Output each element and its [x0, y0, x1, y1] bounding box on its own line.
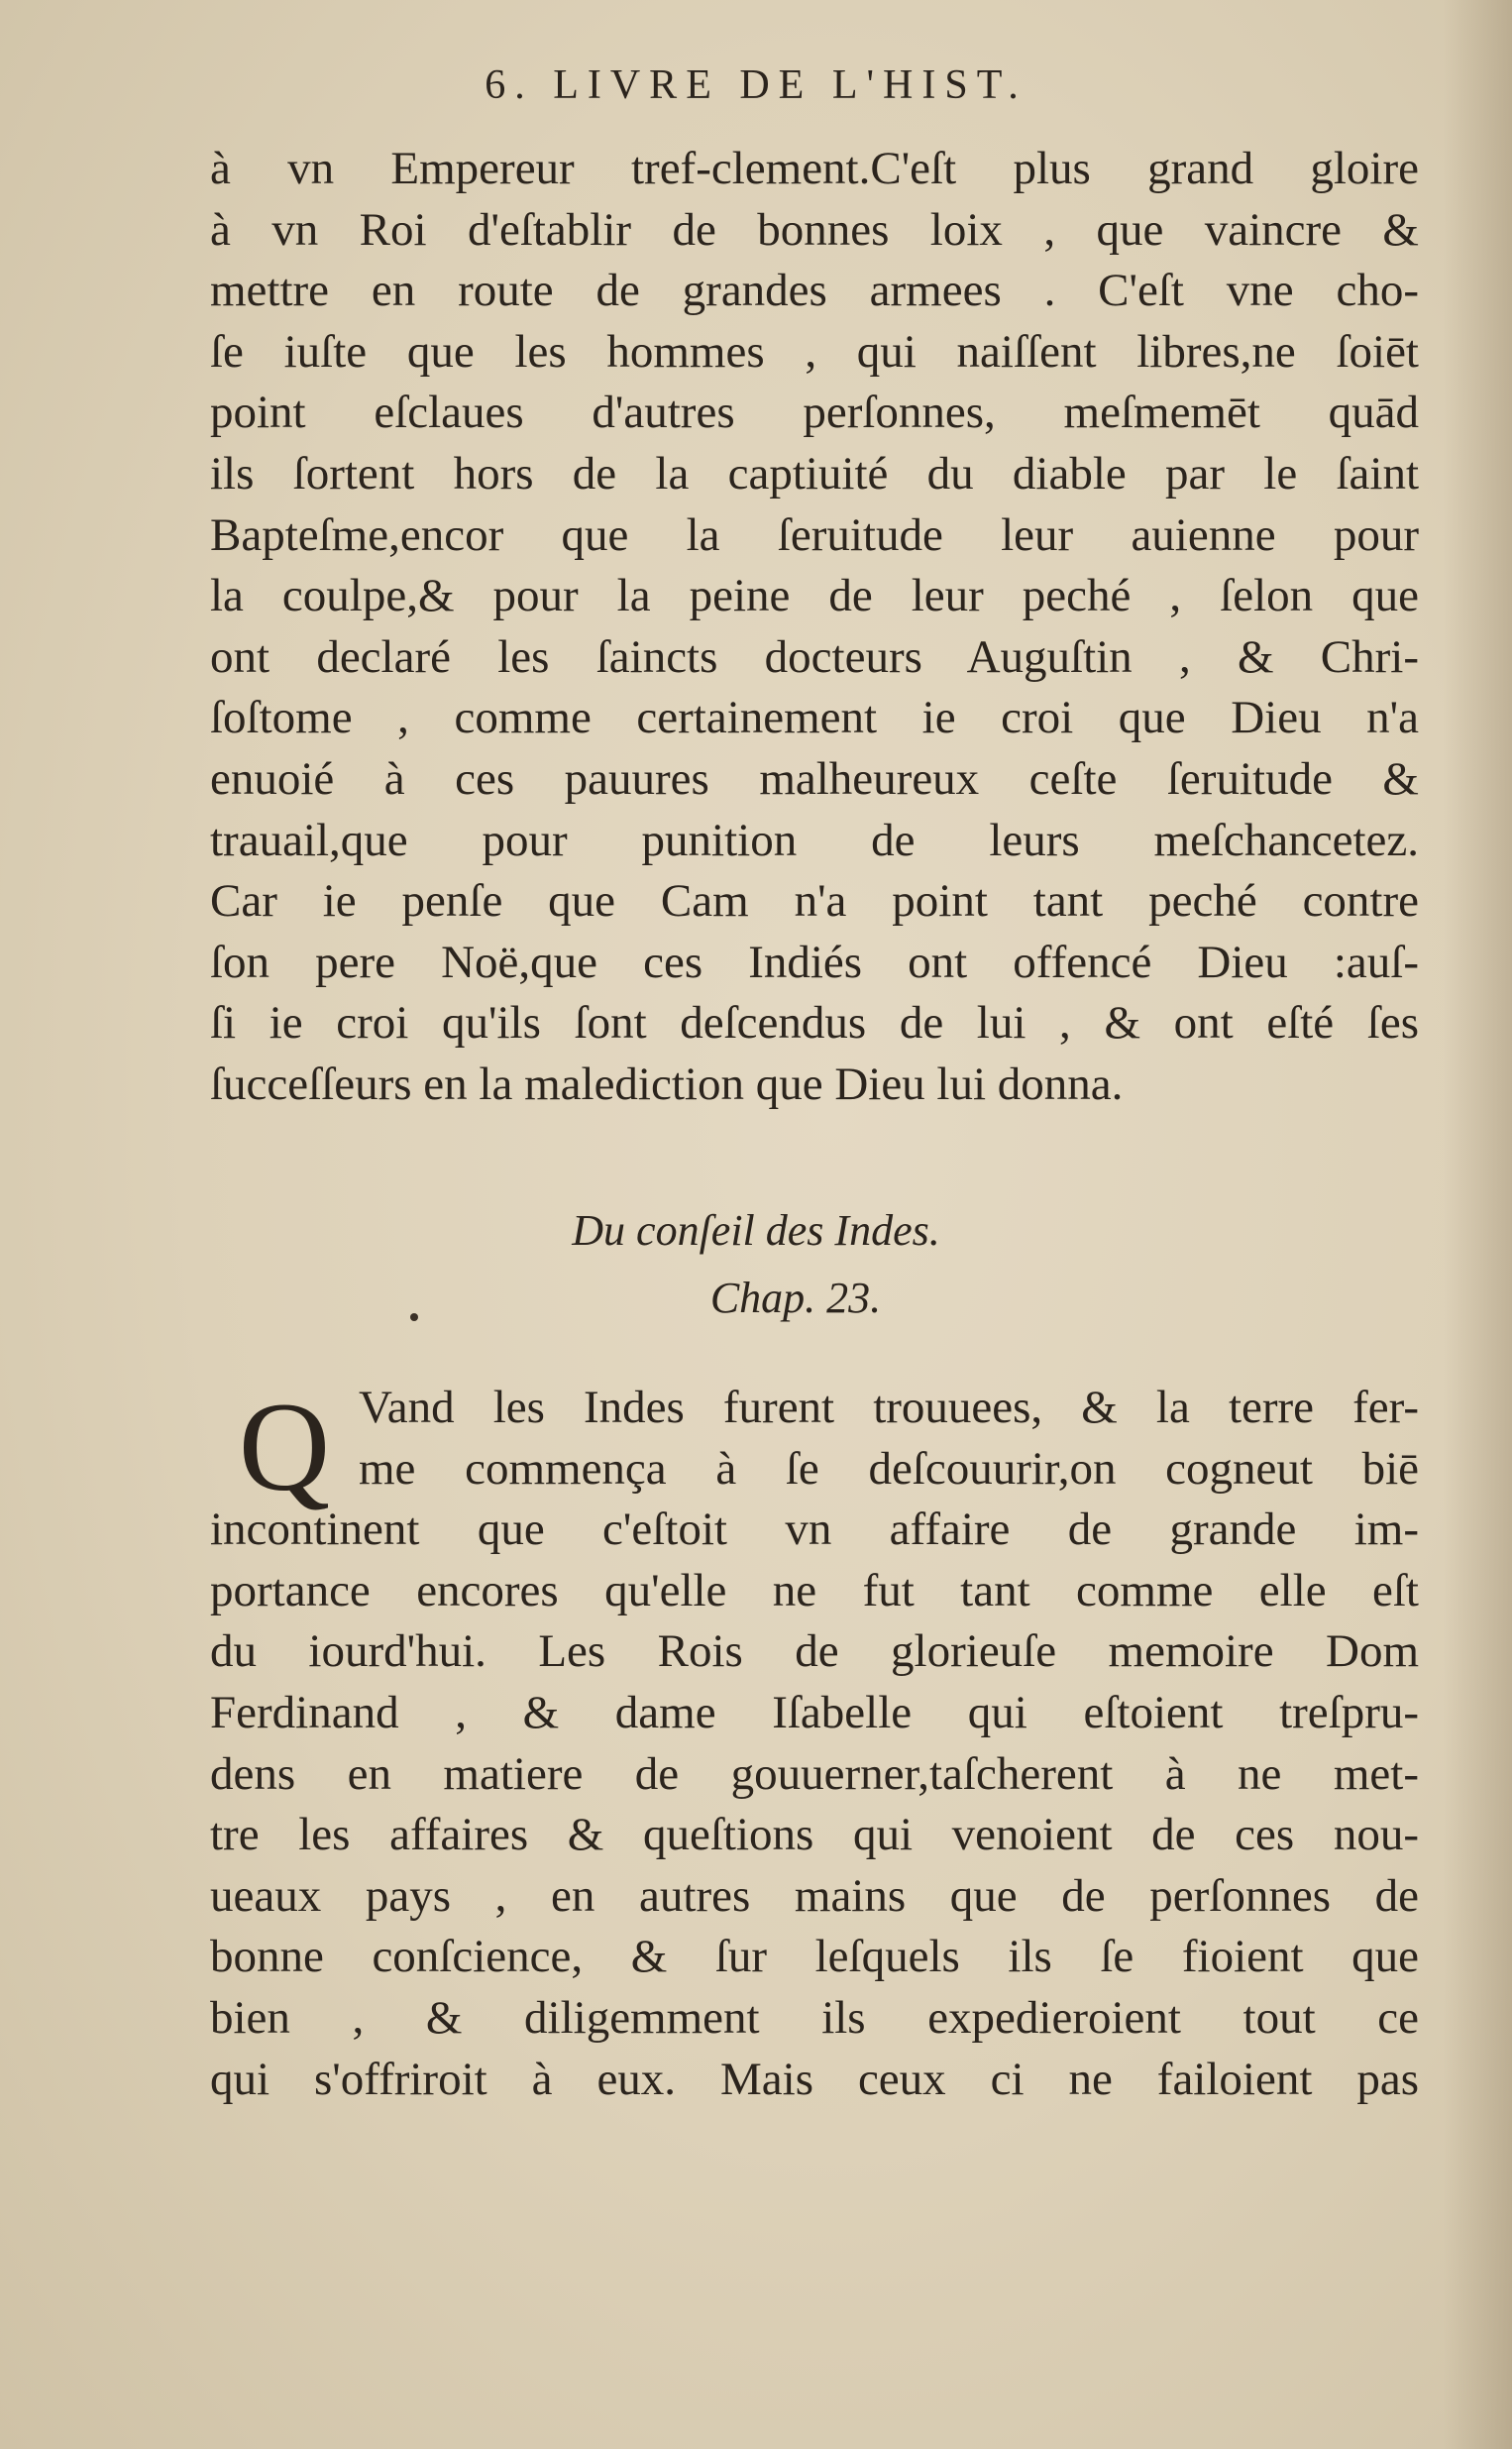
- text-line: ſoſtome , comme certainement ie croi que Dieu n'a: [210, 692, 1419, 744]
- text-line: me commença à ſe deſcouurir,on cogneut biē: [359, 1442, 1419, 1495]
- text-line: ont declaré les ſaincts docteurs Auguſtin , & Chri-: [210, 630, 1419, 683]
- text-block-2: [210, 1378, 1419, 2110]
- text-line: ueaux pays , en autres mains que de perſonnes de: [210, 1869, 1419, 1922]
- text-line: à vn Empereur tref-clement.C'eſt plus grand gloire: [210, 143, 1419, 194]
- text-line: Car ie penſe que Cam n'a point tant peché contre: [210, 875, 1419, 928]
- text-block-1: [210, 139, 1419, 1116]
- text-line: Bapteſme,encor que la ſeruitude leur auienne pour: [210, 508, 1419, 561]
- text-line: dens en matiere de gouuerner,taſcherent à ne met-: [210, 1747, 1419, 1800]
- text-line: point eſclaues d'autres perſonnes, meſmemēt quād: [210, 387, 1419, 439]
- text-line: incontinent que c'eſtoit vn affaire de grande im-: [210, 1503, 1419, 1556]
- text-line: mettre en route de grandes armees . C'eſt vne cho-: [210, 265, 1419, 317]
- text-line: ils ſortent hors de la captiuité du diable par le ſaint: [210, 447, 1419, 500]
- text-line: qui s'offriroit à eux. Mais ceux ci ne failoient pas: [210, 2053, 1419, 2105]
- running-head: 6. LIVRE DE L'HIST.: [485, 62, 1027, 108]
- drop-cap: Q: [238, 1377, 331, 1517]
- chapter-title: Du conſeil des Indes.: [572, 1206, 940, 1255]
- text-line: ſon pere Noë,que ces Indiés ont offencé Dieu :auſ-: [210, 936, 1419, 988]
- text-line: bien , & diligemment ils expedieroient tout ce: [210, 1991, 1419, 2044]
- text-line: enuoié à ces pauures malheureux ceſte ſeruitude &: [210, 752, 1419, 805]
- text-line: la coulpe,& pour la peine de leur peché , ſelon que: [210, 570, 1419, 622]
- text-line: ſi ie croi qu'ils ſont deſcendus de lui , & ont eſté ſes: [210, 997, 1419, 1050]
- text-line: du iourd'hui. Les Rois de glorieuſe memoire Dom: [210, 1625, 1419, 1678]
- text-line: trauail,que pour punition de leurs meſchancetez.: [210, 814, 1419, 866]
- text-line: portance encores qu'elle ne fut tant comme elle eſt: [210, 1564, 1419, 1616]
- text-line: Vand les Indes furent trouuees, & la terre fer-: [359, 1382, 1419, 1433]
- text-line: à vn Roi d'eſtablir de bonnes loix , que vaincre &: [210, 203, 1419, 256]
- text-line: ſucceſſeurs en la malediction que Dieu lui donna.: [210, 1058, 1124, 1110]
- text-line: ſe iuſte que les hommes , qui naiſſent libres,ne ſoiēt: [210, 325, 1419, 378]
- text-line: Ferdinand , & dame Iſabelle qui eſtoient treſpru-: [210, 1686, 1419, 1738]
- chapter-heading: [0, 1197, 1512, 1332]
- ink-speck: [410, 1313, 418, 1321]
- text-line: bonne conſcience, & ſur leſquels ils ſe fioient que: [210, 1931, 1419, 1983]
- text-line: tre les affaires & queſtions qui venoient de ces nou-: [210, 1809, 1419, 1861]
- chapter-number: Chap. 23.: [709, 1274, 882, 1322]
